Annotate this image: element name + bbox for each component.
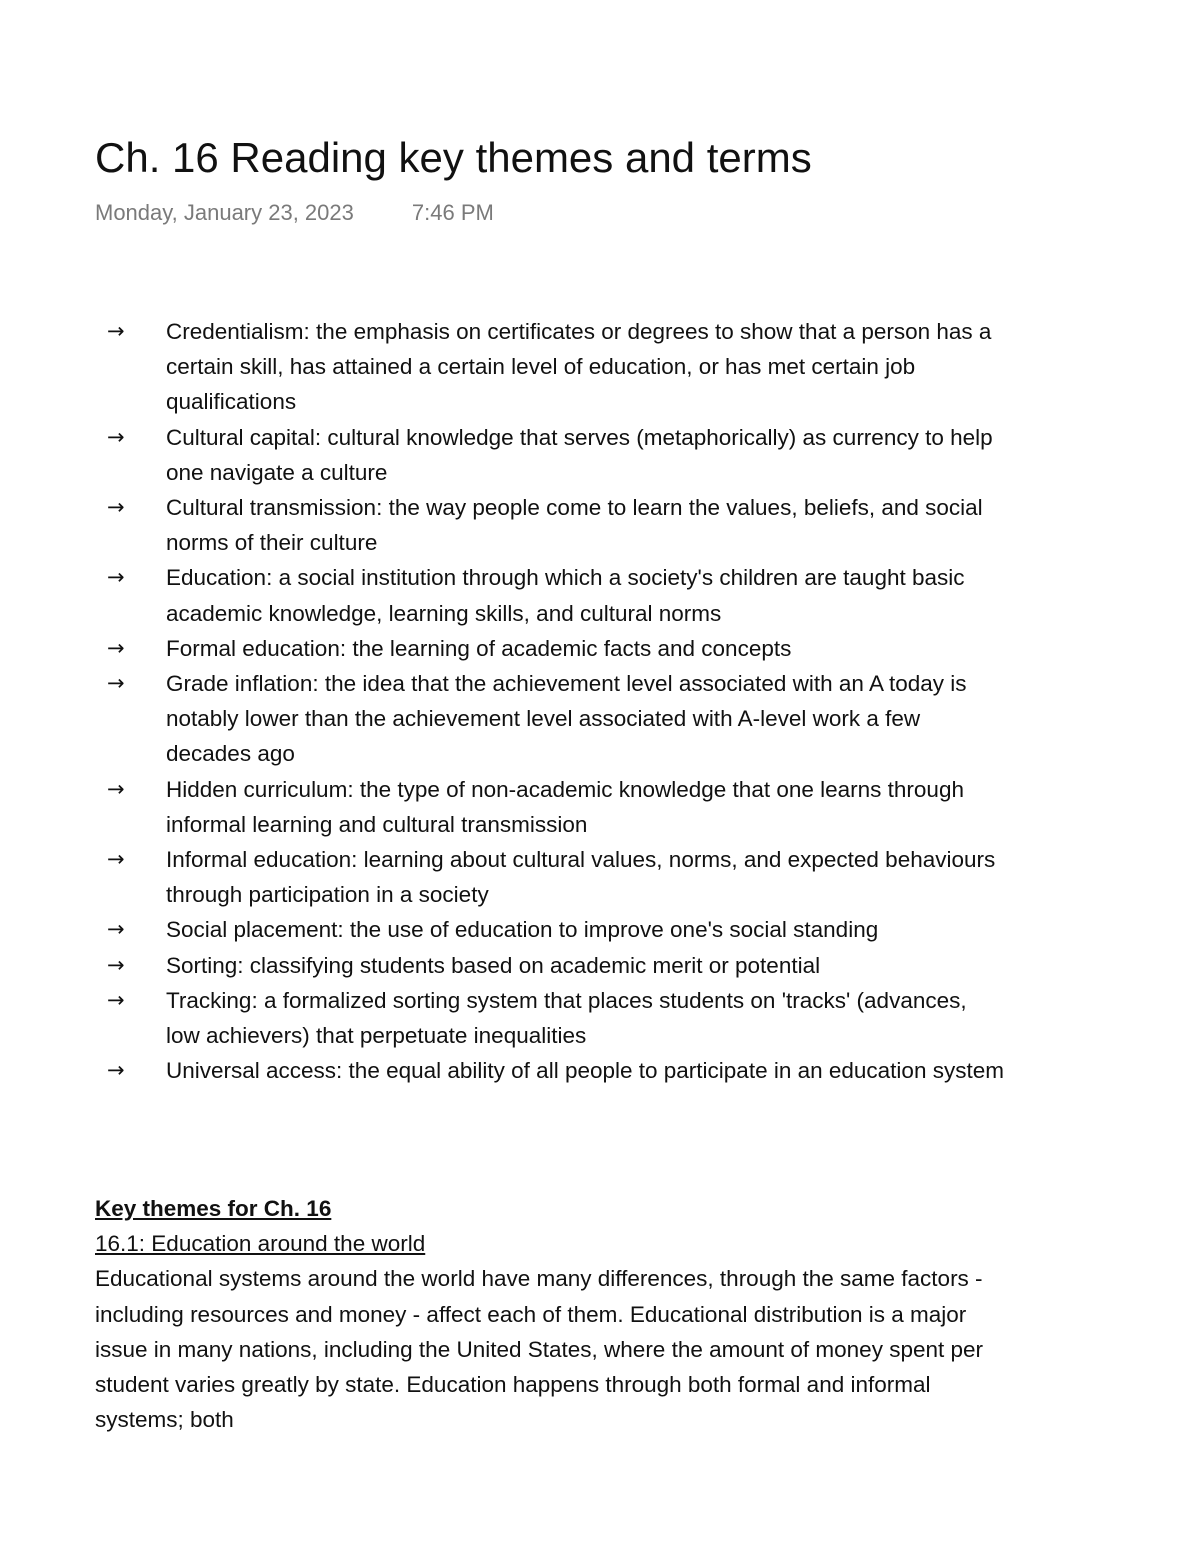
term-text: Informal education: learning about cultural values, norms, and expected behaviours through participation in a society [166,847,996,908]
right-arrow-icon: → [107,917,125,942]
right-arrow-icon: → [107,635,125,660]
list-item [0,631,1006,666]
right-arrow-icon: → [107,671,125,696]
section-heading: Key themes for Ch. 16 [95,1196,332,1221]
right-arrow-icon: → [107,776,125,801]
term-text: Cultural transmission: the way people come to learn the values, beliefs, and social norms of their culture [166,495,983,556]
right-arrow-icon: → [107,495,125,520]
section-paragraph: Educational systems around the world have many differences, through the same factors - including resources and money - affect each of them. Educational distribution is a major issue in many nations, including the United States, where the amount of money spent per student varies greatly by state. Education happens through both formal and informal systems; both [95,1266,984,1433]
term-text: Credentialism: the emphasis on certificates or degrees to show that a person has a certain skill, has attained a certain level of education, or has met certain job qualifications [166,319,992,415]
term-text: Tracking: a formalized sorting system that places students on 'tracks' (advances, low achievers) that perpetuate inequalities [166,987,967,1049]
list-item [0,1053,1006,1088]
term-text: Sorting: classifying students based on academic merit or potential [166,952,821,978]
page-time: 7:46 PM [411,200,494,225]
list-item [0,948,1006,983]
terms-list [0,314,1200,1088]
right-arrow-icon: → [107,424,125,449]
term-text: Universal access: the equal ability of all people to participate in an education system [166,1058,1004,1084]
right-arrow-icon: → [107,1058,125,1083]
right-arrow-icon: → [107,565,125,590]
key-themes-section [95,1191,1015,1437]
term-text: Hidden curriculum: the type of non-academic knowledge that one learns through informal learning and cultural transmission [166,776,964,837]
list-item [0,983,1006,1053]
page-title: Ch. 16 Reading key themes and terms [95,134,812,181]
right-arrow-icon: → [107,319,125,343]
term-text: Education: a social institution through which a society's children are taught basic academic knowledge, learning skills, and cultural norms [166,565,965,626]
right-arrow-icon: → [107,847,125,872]
section-subheading: 16.1: Education around the world [95,1231,426,1257]
right-arrow-icon: → [107,987,125,1012]
term-text: Formal education: the learning of academic facts and concepts [166,635,792,661]
list-item [0,490,1006,560]
list-item [0,420,1006,490]
page-meta [95,199,494,227]
list-item [0,314,1006,420]
list-item [0,842,1006,912]
page-date: Monday, January 23, 2023 [95,200,354,225]
list-item [0,912,1006,947]
right-arrow-icon: → [107,952,125,977]
term-text: Social placement: the use of education to improve one's social standing [166,917,879,943]
term-text: Cultural capital: cultural knowledge that serves (metaphorically) as currency to help one navigate a culture [166,424,993,485]
term-text: Grade inflation: the idea that the achievement level associated with an A today is notably lower than the achievement level associated with A-level work a few decades ago [166,671,967,767]
list-item [0,666,1006,772]
list-item [0,772,1006,842]
list-item [0,560,1006,630]
